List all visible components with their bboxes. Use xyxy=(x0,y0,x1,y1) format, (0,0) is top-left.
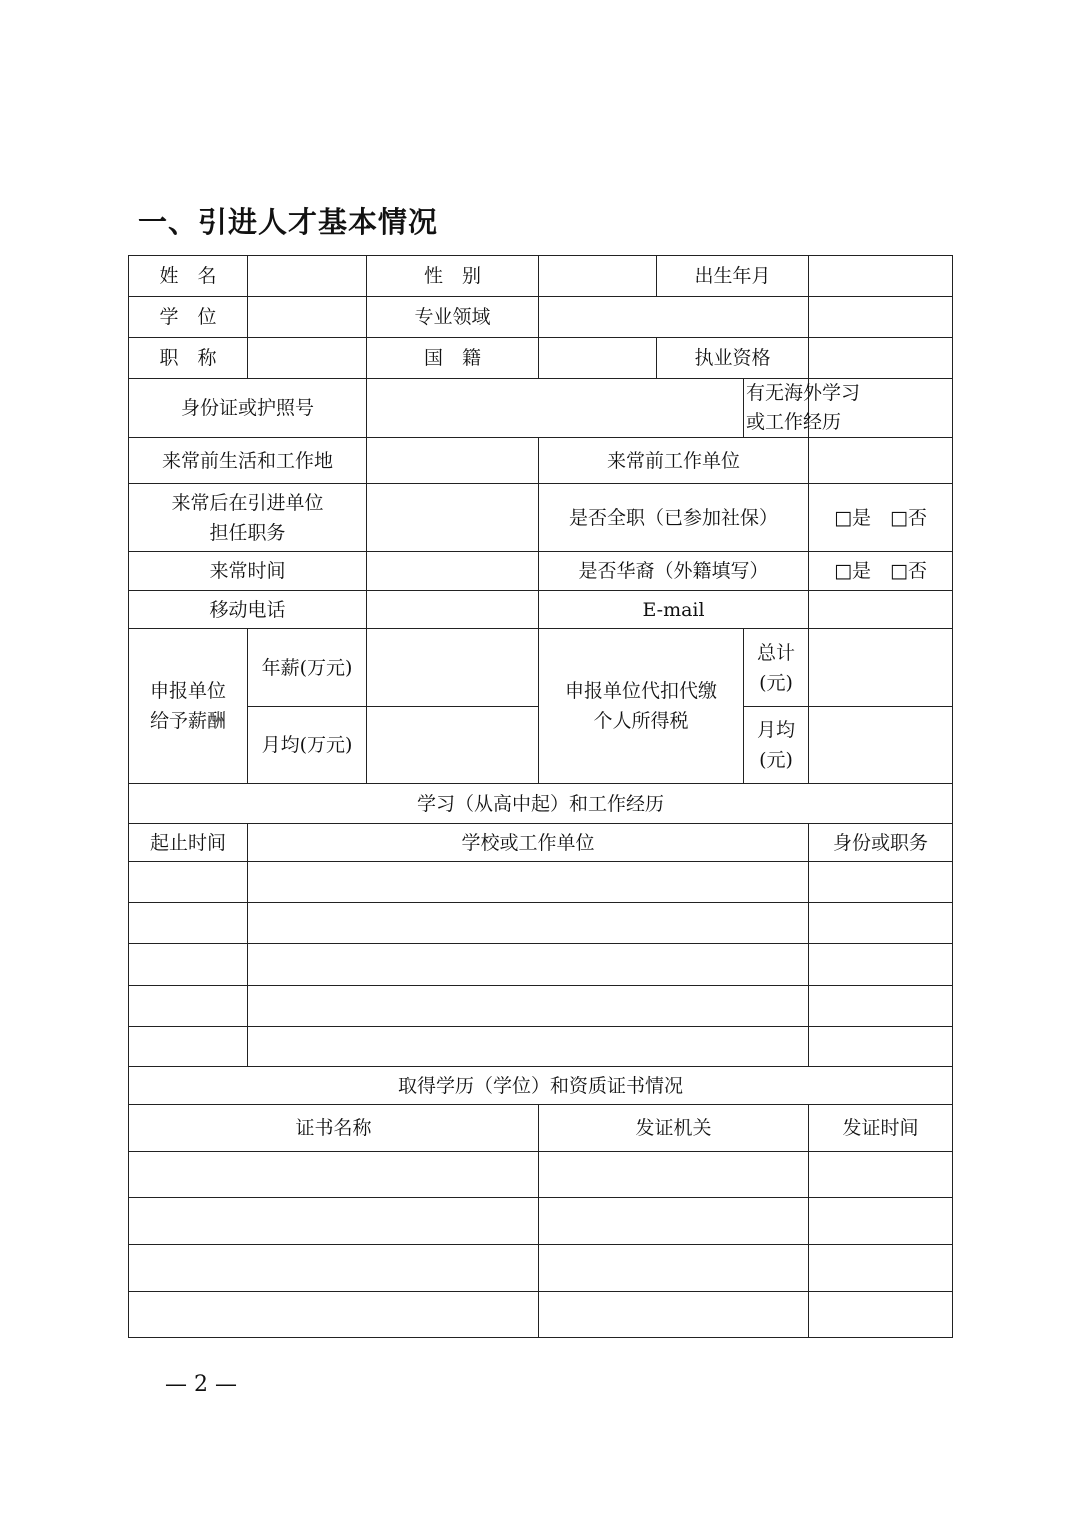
prev-employer-label: 来常前工作单位 xyxy=(539,438,809,484)
annual-salary-field[interactable] xyxy=(367,629,539,707)
mobile-field[interactable] xyxy=(367,591,539,629)
annual-salary-label: 年薪(万元) xyxy=(248,629,367,707)
issue-date-cell[interactable] xyxy=(809,1152,953,1198)
birth-field[interactable] xyxy=(809,256,953,297)
history-period-cell[interactable] xyxy=(129,1027,248,1067)
id-passport-label: 身份证或护照号 xyxy=(129,379,367,438)
degree-field[interactable] xyxy=(248,297,367,338)
history-role-cell[interactable] xyxy=(809,903,953,944)
history-period-cell[interactable] xyxy=(129,944,248,986)
tax-monthly-label: 月均 (元) xyxy=(744,707,809,784)
arrival-time-label: 来常时间 xyxy=(129,552,367,591)
nationality-field[interactable] xyxy=(539,338,657,379)
cert-name-cell[interactable] xyxy=(129,1292,539,1338)
id-passport-field[interactable] xyxy=(367,379,744,438)
monthly-salary-field[interactable] xyxy=(367,707,539,784)
overseas-chinese-options[interactable]: □是 □否 xyxy=(809,552,953,591)
qualification-field[interactable] xyxy=(809,338,953,379)
history-role-cell[interactable] xyxy=(809,986,953,1027)
name-field[interactable] xyxy=(248,256,367,297)
cert-name-cell[interactable] xyxy=(129,1245,539,1292)
position-label: 来常后在引进单位 担任职务 xyxy=(129,484,367,552)
email-field[interactable] xyxy=(809,591,953,629)
history-header: 学习（从高中起）和工作经历 xyxy=(129,784,953,824)
issuer-cell[interactable] xyxy=(539,1198,809,1245)
position-field[interactable] xyxy=(367,484,539,552)
overseas-label: 有无海外学习 或工作经历 xyxy=(744,379,809,438)
name-label: 姓 名 xyxy=(129,256,248,297)
fulltime-options[interactable]: □是 □否 xyxy=(809,484,953,552)
issuer-cell[interactable] xyxy=(539,1292,809,1338)
cert-header: 取得学历（学位）和资质证书情况 xyxy=(129,1067,953,1105)
period-header: 起止时间 xyxy=(129,824,248,862)
cert-name-header: 证书名称 xyxy=(129,1105,539,1152)
birth-label: 出生年月 xyxy=(657,256,809,297)
tax-total-label: 总计 (元) xyxy=(744,629,809,707)
title-label: 职 称 xyxy=(129,338,248,379)
monthly-salary-label: 月均(万元) xyxy=(248,707,367,784)
history-employer-cell[interactable] xyxy=(248,1027,809,1067)
field-label: 专业领域 xyxy=(367,297,539,338)
mobile-label: 移动电话 xyxy=(129,591,367,629)
prev-employer-field[interactable] xyxy=(809,438,953,484)
prev-place-label: 来常前生活和工作地 xyxy=(129,438,367,484)
tax-label: 申报单位代扣代缴 个人所得税 xyxy=(539,629,744,784)
field-field[interactable] xyxy=(539,297,809,338)
cert-name-cell[interactable] xyxy=(129,1198,539,1245)
cert-name-cell[interactable] xyxy=(129,1152,539,1198)
nationality-label: 国 籍 xyxy=(367,338,539,379)
gender-field[interactable] xyxy=(539,256,657,297)
email-label: E-mail xyxy=(539,591,809,629)
issuer-cell[interactable] xyxy=(539,1245,809,1292)
tax-total-field[interactable] xyxy=(809,629,953,707)
salary-label: 申报单位 给予薪酬 xyxy=(129,629,248,784)
arrival-time-field[interactable] xyxy=(367,552,539,591)
page-number: — 2 — xyxy=(165,1372,237,1397)
history-employer-cell[interactable] xyxy=(248,903,809,944)
degree-extra-field[interactable] xyxy=(809,297,953,338)
title-field[interactable] xyxy=(248,338,367,379)
history-period-cell[interactable] xyxy=(129,862,248,903)
talent-info-table xyxy=(128,255,953,1338)
issue-date-header: 发证时间 xyxy=(809,1105,953,1152)
degree-label: 学 位 xyxy=(129,297,248,338)
history-period-cell[interactable] xyxy=(129,986,248,1027)
gender-label: 性 别 xyxy=(367,256,539,297)
tax-monthly-field[interactable] xyxy=(809,707,953,784)
history-period-cell[interactable] xyxy=(129,903,248,944)
history-role-cell[interactable] xyxy=(809,862,953,903)
issue-date-cell[interactable] xyxy=(809,1292,953,1338)
issue-date-cell[interactable] xyxy=(809,1198,953,1245)
school-employer-header: 学校或工作单位 xyxy=(248,824,809,862)
role-header: 身份或职务 xyxy=(809,824,953,862)
history-role-cell[interactable] xyxy=(809,1027,953,1067)
history-role-cell[interactable] xyxy=(809,944,953,986)
section-title: 一、引进人才基本情况 xyxy=(138,205,439,239)
history-employer-cell[interactable] xyxy=(248,986,809,1027)
issuer-cell[interactable] xyxy=(539,1152,809,1198)
fulltime-label: 是否全职（已参加社保） xyxy=(539,484,809,552)
issue-date-cell[interactable] xyxy=(809,1245,953,1292)
history-employer-cell[interactable] xyxy=(248,944,809,986)
issuer-header: 发证机关 xyxy=(539,1105,809,1152)
overseas-chinese-label: 是否华裔（外籍填写） xyxy=(539,552,809,591)
history-employer-cell[interactable] xyxy=(248,862,809,903)
qualification-label: 执业资格 xyxy=(657,338,809,379)
prev-place-field[interactable] xyxy=(367,438,539,484)
